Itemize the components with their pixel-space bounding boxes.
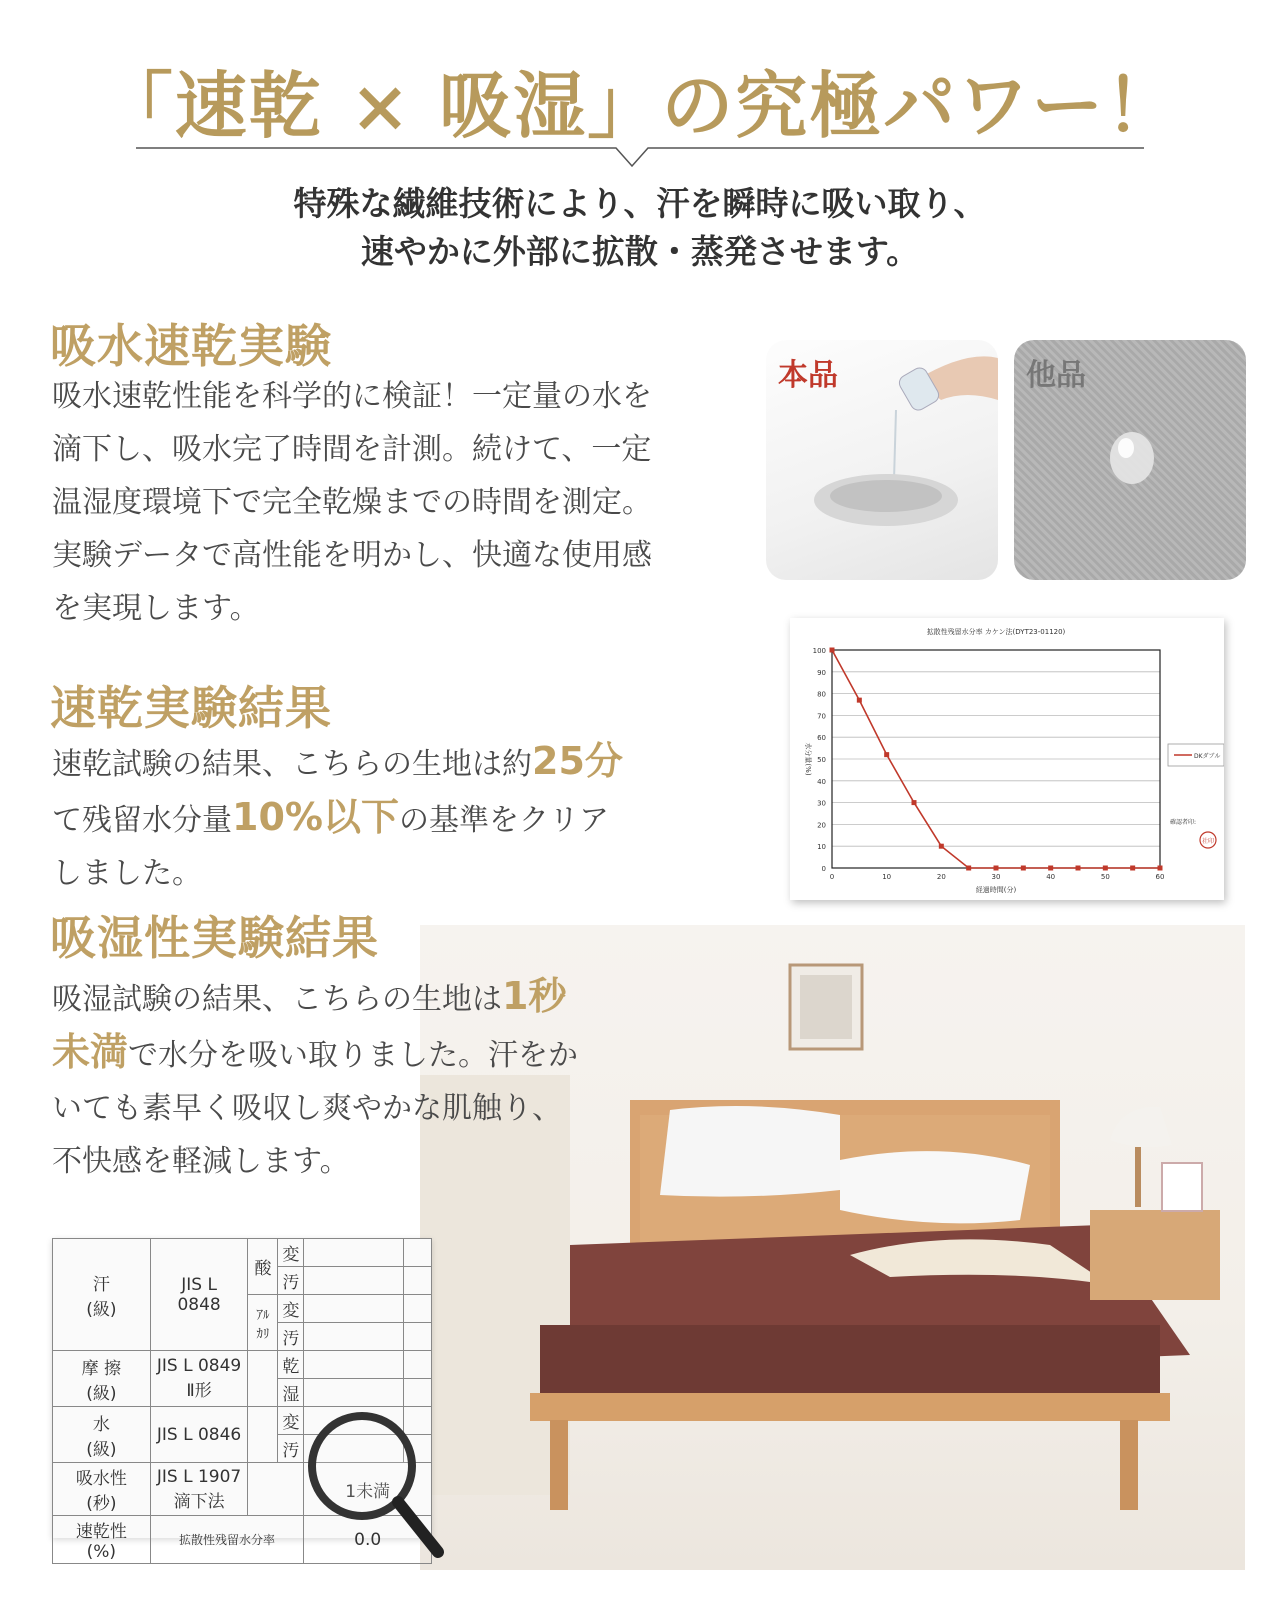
cell-text: (秒) (86, 1494, 117, 1514)
cell: 湿 (278, 1379, 304, 1407)
y-axis-label: 水分量(%) (804, 742, 812, 776)
y-tick-label: 60 (817, 734, 826, 743)
data-point (939, 844, 944, 849)
body-line: を実現します。 (52, 591, 260, 626)
data-point (1048, 866, 1053, 871)
body-text: 速乾試験の結果、こちらの生地は約 (52, 747, 532, 782)
highlight-10percent: 10%以下 (232, 795, 399, 839)
legend-label: DKダブル (1194, 753, 1221, 760)
cell-text: (級) (86, 1383, 117, 1404)
cell: 汚 (278, 1435, 304, 1463)
cell (248, 1351, 278, 1407)
headline: 「速乾 × 吸湿」の究極パワー！ (100, 63, 1180, 148)
cell (248, 1463, 304, 1516)
cell: 拡散性残留水分率 (150, 1516, 304, 1564)
x-tick-label: 30 (991, 873, 1001, 881)
subheadline-line: 速やかに外部に拡散・蒸発させます。 (360, 232, 920, 271)
drying-chart (790, 618, 1224, 900)
y-tick-label: 20 (817, 821, 826, 830)
cell-text: 吸水性 (75, 1469, 127, 1489)
cell-text: 0848 (177, 1294, 221, 1315)
section-body-experiment (52, 370, 652, 635)
highlight-under: 未満 (52, 1030, 129, 1074)
water-droplet-illustration (1014, 340, 1246, 580)
body-text: 吸湿試験の結果、こちらの生地は (52, 982, 502, 1017)
y-tick-label: 30 (817, 799, 826, 808)
photo-label-ours: 本品 (778, 358, 838, 393)
body-line: 実験データで高性能を明かし、快適な使用感 (52, 538, 652, 573)
body-line (52, 970, 578, 1026)
body-text: で水分を吸い取りました。汗をか (128, 1038, 579, 1073)
cell (53, 1239, 151, 1351)
body-line (52, 1026, 578, 1082)
body-line: しました。 (52, 856, 202, 891)
data-point (912, 800, 917, 805)
cell (304, 1323, 404, 1351)
cell: 変 (278, 1239, 304, 1267)
cell (404, 1351, 432, 1379)
cell (304, 1239, 404, 1267)
y-tick-label: 100 (812, 647, 826, 655)
data-point (1103, 866, 1108, 871)
cell: 酸 (248, 1239, 278, 1295)
data-point (1021, 866, 1026, 871)
y-tick-label: 80 (817, 690, 826, 699)
cell (150, 1239, 248, 1351)
data-point (994, 866, 999, 871)
photo-label-other: 他品 (1026, 358, 1086, 393)
cell: 変 (278, 1407, 304, 1435)
highlight-25min: 25分 (532, 739, 623, 783)
data-point (1076, 866, 1081, 871)
body-line: 滴下し、吸水完了時間を計測。続けて、一定 (52, 432, 652, 467)
data-point (1158, 866, 1163, 871)
body-line (52, 791, 623, 847)
x-tick-label: 20 (936, 873, 946, 881)
data-point (830, 648, 835, 653)
cell (53, 1463, 151, 1516)
section-title-quickdry: 速乾実験結果 (50, 681, 332, 735)
cell (150, 1351, 248, 1407)
body-line: 吸水速乾性能を科学的に検証！一定量の水を (52, 379, 652, 414)
cell (150, 1463, 248, 1516)
section-body-quickdry (52, 735, 623, 900)
y-tick-label: 90 (817, 668, 826, 677)
x-tick-label: 0 (829, 873, 835, 881)
cell-text: 汗 (92, 1274, 110, 1295)
section-title-experiment: 吸水速乾実験 (50, 319, 332, 373)
y-tick-label: 0 (821, 865, 826, 873)
product-absorb-photo (766, 340, 998, 580)
body-line (52, 735, 623, 791)
cell: 乾 (278, 1351, 304, 1379)
cell (304, 1295, 404, 1323)
cell-text: ｶﾘ (256, 1326, 270, 1342)
cell: 0.0 (304, 1516, 432, 1564)
cell-text: 摩 擦 (81, 1358, 122, 1379)
cell (304, 1267, 404, 1295)
y-tick-label: 40 (817, 777, 826, 786)
cell (53, 1351, 151, 1407)
cell-text: (%) (86, 1542, 117, 1562)
data-point (966, 866, 971, 871)
cell (248, 1295, 278, 1351)
body-line: 不快感を軽減します。 (52, 1144, 350, 1179)
cell-text: JIS L (181, 1274, 217, 1295)
drying-chart-card (790, 618, 1224, 900)
subheadline-line: 特殊な繊維技術により、汗を瞬時に吸い取り、 (293, 184, 987, 223)
subheadline (0, 180, 1280, 276)
cell-text: JIS L 1907 (156, 1466, 242, 1487)
cell (404, 1379, 432, 1407)
cell: 汚 (278, 1267, 304, 1295)
cell-text: (級) (86, 1299, 117, 1320)
other-product-photo (1014, 340, 1246, 580)
cell-text: JIS L 0849 (156, 1356, 242, 1376)
data-point (857, 698, 862, 703)
cell: 汚 (278, 1323, 304, 1351)
cell-text: 滴下法 (173, 1491, 225, 1512)
stamp-seal-text: 社印 (1201, 838, 1215, 845)
y-tick-label: 50 (817, 756, 826, 764)
divider-with-notch (136, 140, 1144, 170)
cell (248, 1407, 278, 1463)
cell (404, 1267, 432, 1295)
y-tick-label: 70 (817, 712, 826, 721)
cell: JIS L 0846 (150, 1407, 248, 1463)
data-point (1130, 866, 1135, 871)
x-tick-label: 60 (1155, 873, 1165, 881)
body-line: 温湿度環境下で完全乾燥までの時間を測定。 (52, 485, 652, 520)
chart-title: 拡散性残留水分率 カケン法(DYT23-01120) (926, 628, 1066, 636)
cell (53, 1516, 151, 1564)
cell-text: ｱﾙ (256, 1307, 270, 1323)
x-axis-label: 経過時間(分) (975, 886, 1017, 894)
highlight-1sec: 1秒 (502, 974, 567, 1018)
section-title-absorb: 吸湿性実験結果 (50, 911, 379, 965)
cell-text: (級) (86, 1439, 117, 1460)
cell (304, 1379, 404, 1407)
x-tick-label: 50 (1100, 873, 1110, 881)
section-body-absorb (52, 970, 578, 1188)
cell (404, 1323, 432, 1351)
cell (404, 1239, 432, 1267)
cell: 変 (278, 1295, 304, 1323)
cell (404, 1295, 432, 1323)
data-point (884, 752, 889, 757)
magnifier-icon (306, 1410, 446, 1560)
x-tick-label: 40 (1046, 873, 1056, 881)
cell-text: 水 (92, 1414, 110, 1435)
body-line: いても素早く吸収し爽やかな肌触り、 (52, 1091, 562, 1126)
water-absorb-illustration (766, 340, 998, 580)
body-text: て残留水分量 (52, 803, 232, 838)
cell (304, 1351, 404, 1379)
cell (53, 1407, 151, 1463)
y-tick-label: 10 (817, 843, 826, 852)
body-text: の基準をクリア (398, 803, 609, 838)
stamp-label: 確認者印: (1170, 819, 1197, 826)
cell-text: 速乾性 (75, 1522, 127, 1542)
cell-text: Ⅱ形 (186, 1381, 212, 1401)
x-tick-label: 10 (882, 873, 892, 881)
